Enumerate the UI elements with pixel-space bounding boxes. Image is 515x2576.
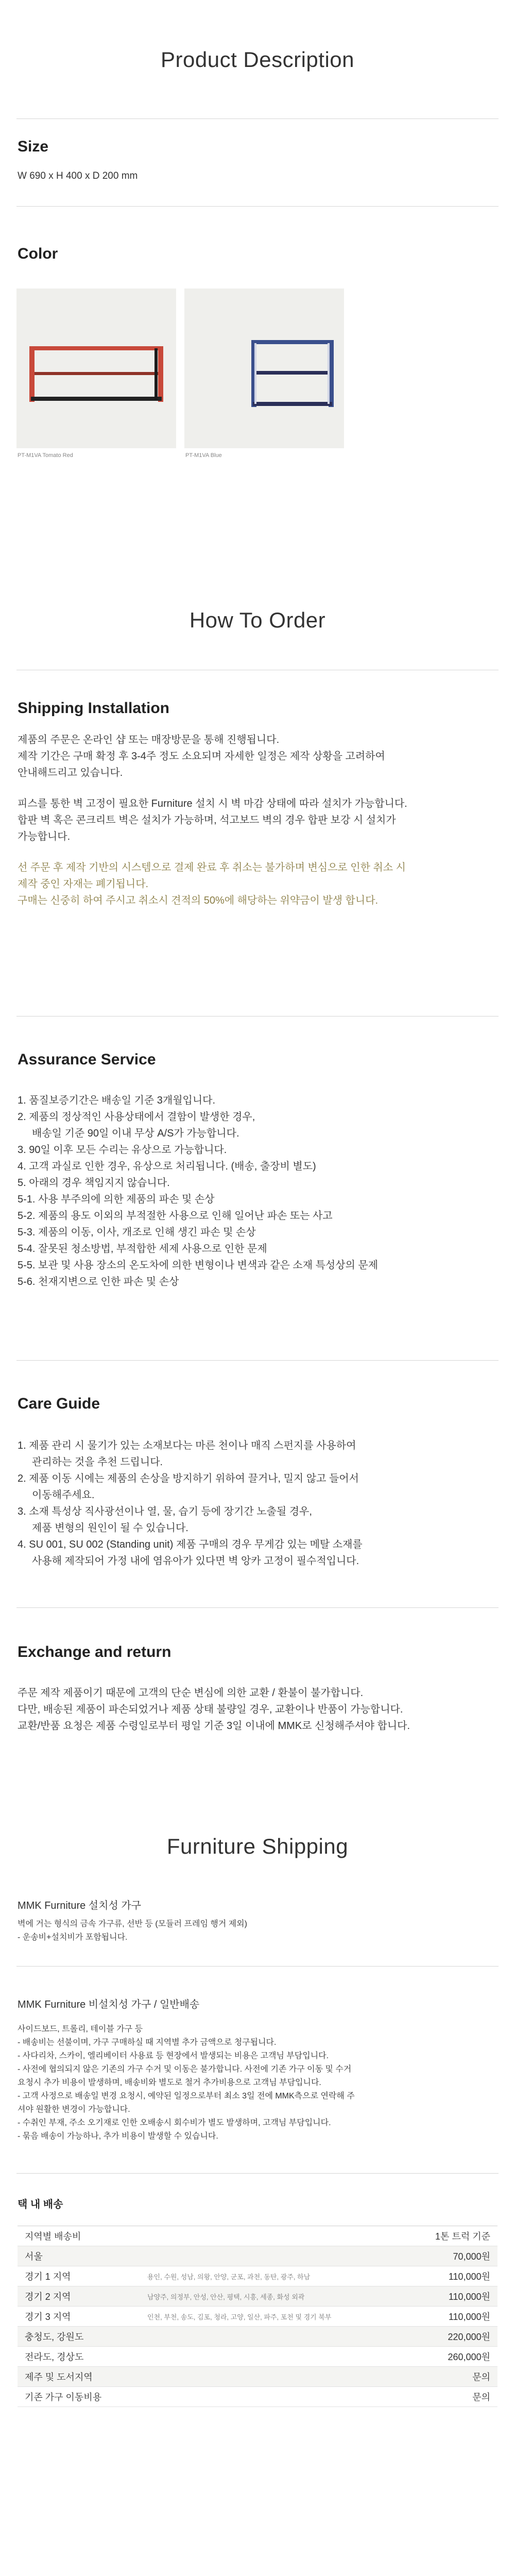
- table-row: [18, 2246, 497, 2266]
- assurance-service-title: Assurance Service: [18, 1051, 156, 1068]
- sub-region-cell: [140, 2226, 371, 2246]
- product-description-title: Product Description: [161, 47, 354, 72]
- assurance-item: 2. 제품의 정상적인 사용상태에서 결함이 발생한 경우,: [18, 1111, 255, 1123]
- assurance-item: 5-6. 천재지변으로 인한 파손 및 손상: [18, 1276, 179, 1287]
- assurance-list: [18, 1092, 378, 1290]
- how-to-order-title: How To Order: [189, 608, 326, 632]
- assurance-item: 5. 아래의 경우 책임지지 않습니다.: [18, 1177, 170, 1189]
- size-title: Size: [18, 138, 49, 155]
- table-row: [18, 2307, 497, 2327]
- price-cell: 1톤 트럭 기준: [371, 2226, 497, 2246]
- table-header-row: [18, 2226, 497, 2246]
- care-list: [18, 1437, 363, 1569]
- table-row: [18, 2347, 497, 2367]
- divider: [16, 118, 499, 119]
- general-delivery-block: [18, 1998, 355, 2143]
- exchange-line: 주문 제작 제품이기 때문에 고객의 단순 변심에 의한 교환 / 환불이 불가합니다.: [18, 1687, 364, 1699]
- divider: [16, 1360, 499, 1361]
- assurance-item: 1. 품질보증기간은 배송일 기준 3개월입니다.: [18, 1095, 216, 1106]
- shipping-installation-title: Shipping Installation: [18, 700, 169, 717]
- care-item: 관리하는 것을 추천 드립니다.: [32, 1456, 163, 1468]
- general-line: 셔야 원활한 변경이 가능합니다.: [18, 2105, 130, 2114]
- table-row: [18, 2266, 497, 2286]
- sub-region-cell: [140, 2367, 371, 2387]
- care-item: 이동해주세요.: [32, 1489, 95, 1501]
- sub-region-cell: [140, 2327, 371, 2347]
- assurance-item: 5-2. 제품의 용도 이외의 부적절한 사용으로 인해 일어난 파손 또는 사고: [18, 1210, 333, 1222]
- shipping-line: 제품의 주문은 온라인 샵 또는 매장방문을 통해 진행됩니다.: [18, 734, 280, 745]
- sub-region-cell: [140, 2347, 371, 2367]
- region-cell: 경기 2 지역: [18, 2286, 140, 2307]
- install-furniture-block: [18, 1899, 247, 1944]
- shipping-notice: 구매는 신중히 하여 주시고 취소시 견적의 50%에 해당하는 위약금이 발생 합니다.: [18, 895, 379, 906]
- table-row: [18, 2327, 497, 2347]
- price-cell: 문의: [371, 2367, 497, 2387]
- general-line: - 수취인 부재, 주소 오기재로 인한 오배송시 회수비가 별도 발생하며, 고객님 부담입니다.: [18, 2119, 331, 2127]
- price-cell: 문의: [371, 2387, 497, 2407]
- region-cell: 지역별 배송비: [18, 2226, 140, 2246]
- general-line: - 사전에 협의되지 않은 기존의 가구 수거 및 이동은 불가합니다. 사전에 기존 가구 이동 및 수거: [18, 2065, 352, 2074]
- assurance-item: 5-3. 제품의 이동, 이사, 개조로 인해 생긴 파손 및 손상: [18, 1227, 256, 1238]
- general-heading: MMK Furniture 비설치성 가구 / 일반배송: [18, 1999, 200, 2010]
- color-caption-red: PT-M1VA Tomato Red: [18, 452, 73, 459]
- assurance-item: 배송일 기준 90일 이내 무상 A/S가 가능합니다.: [32, 1128, 239, 1139]
- sub-region-cell: 남양주, 의정부, 안성, 안산, 평택, 시흥, 세종, 화성 외곽: [140, 2286, 371, 2307]
- color-swatch-red[interactable]: [16, 289, 176, 448]
- price-cell: 110,000원: [371, 2286, 497, 2307]
- price-cell: 220,000원: [371, 2327, 497, 2347]
- region-cell: 전라도, 경상도: [18, 2347, 140, 2367]
- shelf-blue-image: [184, 289, 344, 448]
- size-value: W 690 x H 400 x D 200 mm: [18, 171, 138, 181]
- shipping-line: 피스를 통한 벽 고정이 필요한 Furniture 설치 시 벽 마감 상태에 따라 설치가 가능합니다.: [18, 798, 407, 809]
- divider: [16, 206, 499, 207]
- assurance-item: 5-1. 사용 부주의에 의한 제품의 파손 및 손상: [18, 1194, 215, 1205]
- care-item: 1. 제품 관리 시 물기가 있는 소재보다는 마른 천이나 매직 스펀지를 사용하여: [18, 1440, 356, 1451]
- region-cell: 충청도, 강원도: [18, 2327, 140, 2347]
- shipping-notice: 제작 중인 자재는 폐기됩니다.: [18, 878, 149, 890]
- assurance-item: 4. 고객 과실로 인한 경우, 유상으로 처리됩니다. (배송, 출장비 별도): [18, 1161, 316, 1172]
- shipping-installation-text: [18, 732, 407, 909]
- exchange-return-text: [18, 1685, 410, 1734]
- shipping-notice: 선 주문 후 제작 기반의 시스템으로 결제 완료 후 취소는 불가하며 변심으로 인한 취소 시: [18, 862, 406, 873]
- delivery-table-title: 택 내 배송: [18, 2199, 63, 2210]
- region-cell: 경기 3 지역: [18, 2307, 140, 2327]
- care-item: 4. SU 001, SU 002 (Standing unit) 제품 구매의 경우 무게감 있는 메탈 소재를: [18, 1539, 363, 1550]
- shipping-line: 제작 기간은 구매 확정 후 3-4주 정도 소요되며 자세한 일정은 제작 상황을 고려하여: [18, 751, 385, 762]
- install-heading: MMK Furniture 설치성 가구: [18, 1900, 141, 1911]
- price-cell: 260,000원: [371, 2347, 497, 2367]
- exchange-line: 교환/반품 요청은 제품 수령일로부터 평일 기준 3일 이내에 MMK로 신청해주셔야 합니다.: [18, 1720, 410, 1732]
- sub-region-cell: 인천, 부천, 송도, 김포, 청라, 고양, 일산, 파주, 포천 및 경기 북부: [140, 2307, 371, 2327]
- price-cell: 110,000원: [371, 2307, 497, 2327]
- region-cell: 제주 및 도서지역: [18, 2367, 140, 2387]
- furniture-shipping-title: Furniture Shipping: [166, 1834, 349, 1858]
- shelf-red-image: [16, 289, 176, 448]
- general-line: - 사다리차, 스카이, 엘리베이터 사용료 등 현장에서 발생되는 비용은 고객님 부담입니다.: [18, 2052, 329, 2060]
- delivery-fee-table: [18, 2226, 497, 2407]
- install-line: - 운송비+설치비가 포함됩니다.: [18, 1933, 128, 1942]
- exchange-return-title: Exchange and return: [18, 1643, 171, 1660]
- price-cell: 110,000원: [371, 2266, 497, 2286]
- sub-region-cell: 용인, 수원, 성남, 의왕, 안양, 군포, 과천, 동탄, 광주, 하남: [140, 2266, 371, 2286]
- region-cell: 경기 1 지역: [18, 2266, 140, 2286]
- assurance-item: 3. 90일 이후 모든 수리는 유상으로 가능합니다.: [18, 1144, 227, 1156]
- general-line: 사이드보드, 트롤리, 테이블 가구 등: [18, 2025, 143, 2033]
- general-line: - 고객 사정으로 배송일 변경 요청시, 예약된 일정으로부터 최소 3일 전에 MMK측으로 연락해 주: [18, 2092, 355, 2100]
- assurance-item: 5-5. 보관 및 사용 장소의 온도차에 의한 변형이나 변색과 같은 소재 특성상의 문제: [18, 1260, 379, 1271]
- exchange-line: 다만, 배송된 제품이 파손되었거나 제품 상태 불량일 경우, 교환이나 반품이 가능합니다.: [18, 1704, 403, 1715]
- care-item: 3. 소재 특성상 직사광선이나 열, 물, 습기 등에 장기간 노출될 경우,: [18, 1506, 312, 1517]
- sub-region-cell: [140, 2387, 371, 2407]
- care-guide-title: Care Guide: [18, 1395, 100, 1412]
- sub-region-cell: [140, 2246, 371, 2266]
- care-item: 사용해 제작되어 가정 내에 염유아가 있다면 벽 앙카 고정이 필수적입니다.: [32, 1555, 359, 1567]
- divider: [16, 1607, 499, 1608]
- color-title: Color: [18, 245, 58, 262]
- general-line: 요청시 추가 비용이 발생하며, 배송비와 별도로 철거 추가비용으로 고객님 부담입니다.: [18, 2078, 321, 2087]
- price-cell: 70,000원: [371, 2246, 497, 2266]
- general-line: - 묶음 배송이 가능하나, 추가 비용이 발생할 수 있습니다.: [18, 2132, 218, 2141]
- shipping-line: 가능합니다.: [18, 831, 71, 842]
- install-line: 벽에 거는 형식의 금속 가구류, 선반 등 (모듈러 프레임 행거 제외): [18, 1920, 247, 1928]
- care-item: 2. 제품 이동 시에는 제품의 손상을 방지하기 위하여 끌거나, 밀지 않고 들어서: [18, 1473, 359, 1484]
- region-cell: 기존 가구 이동비용: [18, 2387, 140, 2407]
- region-cell: 서울: [18, 2246, 140, 2266]
- divider: [16, 2173, 499, 2174]
- table-row: [18, 2387, 497, 2407]
- shipping-line: 합판 벽 혹은 콘크리트 벽은 설치가 가능하며, 석고보드 벽의 경우 합판 보강 시 설치가: [18, 815, 396, 826]
- shipping-line: 안내해드리고 있습니다.: [18, 767, 123, 778]
- divider: [16, 1966, 499, 1967]
- delivery-install-table-title: [18, 2574, 98, 2576]
- general-line: - 배송비는 선불이며, 가구 구매하실 때 지역별 추가 금액으로 청구됩니다.: [18, 2038, 277, 2047]
- color-swatch-blue[interactable]: [184, 289, 344, 448]
- care-item: 제품 변형의 원인이 될 수 있습니다.: [32, 1522, 188, 1534]
- table-row: [18, 2367, 497, 2387]
- table-row: [18, 2286, 497, 2307]
- color-caption-blue: PT-M1VA Blue: [185, 452, 222, 459]
- assurance-item: 5-4. 잘못된 청소방법, 부적합한 세제 사용으로 인한 문제: [18, 1243, 267, 1255]
